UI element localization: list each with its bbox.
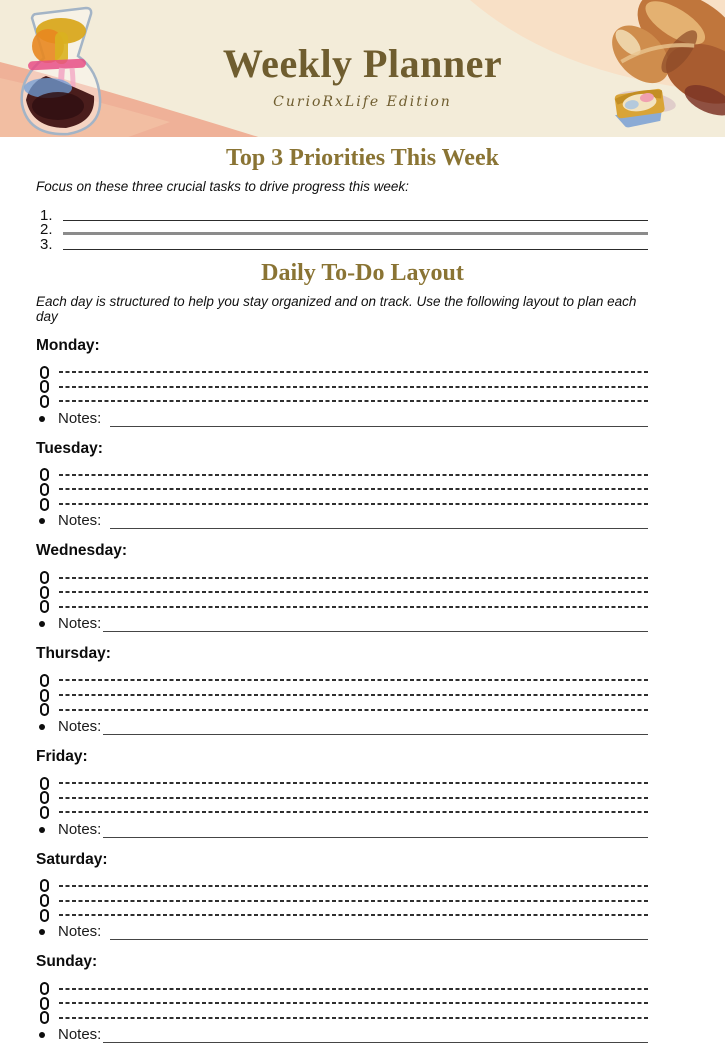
day-label: Tuesday: (36, 439, 103, 457)
todo-row (40, 688, 648, 703)
todo-dashed-line (59, 811, 648, 813)
todo-row (40, 702, 648, 717)
day-block (36, 337, 648, 427)
priorities-list (40, 208, 648, 252)
priority-number: 2. (40, 221, 53, 239)
todo-row (40, 805, 648, 820)
priorities-description: Focus on these three crucial tasks to drive progress this week: (36, 179, 409, 194)
todo-row (40, 893, 648, 908)
notes-blank-line (103, 1029, 648, 1043)
todo-row (40, 1011, 648, 1026)
todo-dashed-line (59, 782, 648, 784)
notes-row (36, 409, 648, 427)
todo-row (40, 791, 648, 806)
todo-row (40, 600, 648, 615)
checkbox-icon (40, 380, 49, 393)
bullet-icon (39, 416, 45, 422)
priority-blank-line (63, 232, 648, 235)
todo-dashed-line (59, 900, 648, 902)
checkbox-icon (40, 483, 49, 496)
notes-row (36, 614, 648, 632)
notes-blank-line (110, 926, 648, 940)
todo-rows (36, 776, 648, 820)
checkbox-icon (40, 982, 49, 995)
day-label: Thursday: (36, 645, 111, 663)
bullet-icon (39, 621, 45, 627)
todo-row (40, 776, 648, 791)
todo-row (40, 497, 648, 512)
checkbox-icon (40, 879, 49, 892)
bullet-icon (39, 724, 45, 730)
priority-blank-line (63, 249, 648, 250)
day-block (36, 953, 648, 1043)
todo-rows (36, 981, 648, 1025)
notes-blank-line (103, 618, 648, 632)
todo-row (40, 570, 648, 585)
todo-dashed-line (59, 694, 648, 696)
notes-label: Notes: (58, 512, 102, 530)
daily-description: Each day is structured to help you stay organized and on track. Use the following layout to plan each day (36, 293, 637, 324)
notes-row (36, 820, 648, 838)
priority-blank-line (63, 220, 648, 221)
todo-row (40, 996, 648, 1011)
priority-number: 3. (40, 235, 53, 253)
notes-row (36, 922, 648, 940)
day-block (36, 645, 648, 735)
todo-dashed-line (59, 577, 648, 579)
day-label: Friday: (36, 747, 88, 765)
todo-rows (36, 570, 648, 614)
notes-label: Notes: (58, 923, 102, 941)
notes-blank-line (103, 824, 648, 838)
todo-row (40, 468, 648, 483)
checkbox-icon (40, 586, 49, 599)
priority-row (40, 208, 648, 223)
todo-dashed-line (59, 371, 648, 373)
bullet-icon (39, 1032, 45, 1038)
day-label: Sunday: (36, 953, 98, 971)
todo-rows (36, 673, 648, 717)
priorities-heading: Top 3 Priorities This Week (226, 145, 499, 171)
page-subtitle: CurioRxLife Edition (273, 93, 452, 110)
todo-dashed-line (59, 709, 648, 711)
planner-body (0, 137, 725, 1043)
todo-row (40, 585, 648, 600)
checkbox-icon (40, 498, 49, 511)
planner-header (0, 0, 725, 137)
todo-row (40, 879, 648, 894)
notes-blank-line (110, 413, 648, 427)
checkbox-icon (40, 600, 49, 613)
page-title: Weekly Planner (222, 40, 503, 86)
checkbox-icon (40, 791, 49, 804)
day-block (36, 748, 648, 838)
checkbox-icon (40, 894, 49, 907)
checkbox-icon (40, 674, 49, 687)
notes-label: Notes: (58, 615, 102, 633)
todo-dashed-line (59, 503, 648, 505)
day-label: Saturday: (36, 850, 108, 868)
checkbox-icon (40, 571, 49, 584)
checkbox-icon (40, 703, 49, 716)
notes-blank-line (103, 721, 648, 735)
todo-dashed-line (59, 591, 648, 593)
notes-row (36, 1025, 648, 1043)
todo-row (40, 394, 648, 409)
day-label: Monday: (36, 336, 100, 354)
daily-heading: Daily To-Do Layout (261, 259, 464, 286)
todo-dashed-line (59, 679, 648, 681)
day-label: Wednesday: (36, 542, 128, 560)
todo-row (40, 379, 648, 394)
todo-dashed-line (59, 386, 648, 388)
checkbox-icon (40, 1011, 49, 1024)
todo-row (40, 673, 648, 688)
todo-rows (36, 365, 648, 409)
checkbox-icon (40, 909, 49, 922)
checkbox-icon (40, 806, 49, 819)
todo-dashed-line (59, 1017, 648, 1019)
checkbox-icon (40, 777, 49, 790)
days-list (36, 337, 648, 1043)
checkbox-icon (40, 689, 49, 702)
bullet-icon (39, 827, 45, 833)
priority-number: 1. (40, 206, 53, 224)
todo-row (40, 981, 648, 996)
todo-dashed-line (59, 797, 648, 799)
todo-dashed-line (59, 474, 648, 476)
notes-row (36, 717, 648, 735)
todo-dashed-line (59, 606, 648, 608)
checkbox-icon (40, 468, 49, 481)
todo-dashed-line (59, 914, 648, 916)
todo-dashed-line (59, 400, 648, 402)
priority-row (40, 237, 648, 252)
todo-rows (36, 879, 648, 923)
checkbox-icon (40, 366, 49, 379)
todo-row (40, 482, 648, 497)
bullet-icon (39, 929, 45, 935)
todo-dashed-line (59, 1002, 648, 1004)
day-block (36, 542, 648, 632)
checkbox-icon (40, 997, 49, 1010)
notes-label: Notes: (58, 717, 102, 735)
notes-row (36, 511, 648, 529)
notes-label: Notes: (58, 1026, 102, 1043)
priority-row (40, 223, 648, 238)
todo-row (40, 365, 648, 380)
todo-dashed-line (59, 488, 648, 490)
todo-dashed-line (59, 885, 648, 887)
todo-row (40, 908, 648, 923)
day-block (36, 440, 648, 530)
todo-rows (36, 468, 648, 512)
checkbox-icon (40, 395, 49, 408)
day-block (36, 851, 648, 941)
notes-label: Notes: (58, 409, 102, 427)
bullet-icon (39, 518, 45, 524)
notes-blank-line (110, 515, 648, 529)
todo-dashed-line (59, 988, 648, 990)
notes-label: Notes: (58, 820, 102, 838)
